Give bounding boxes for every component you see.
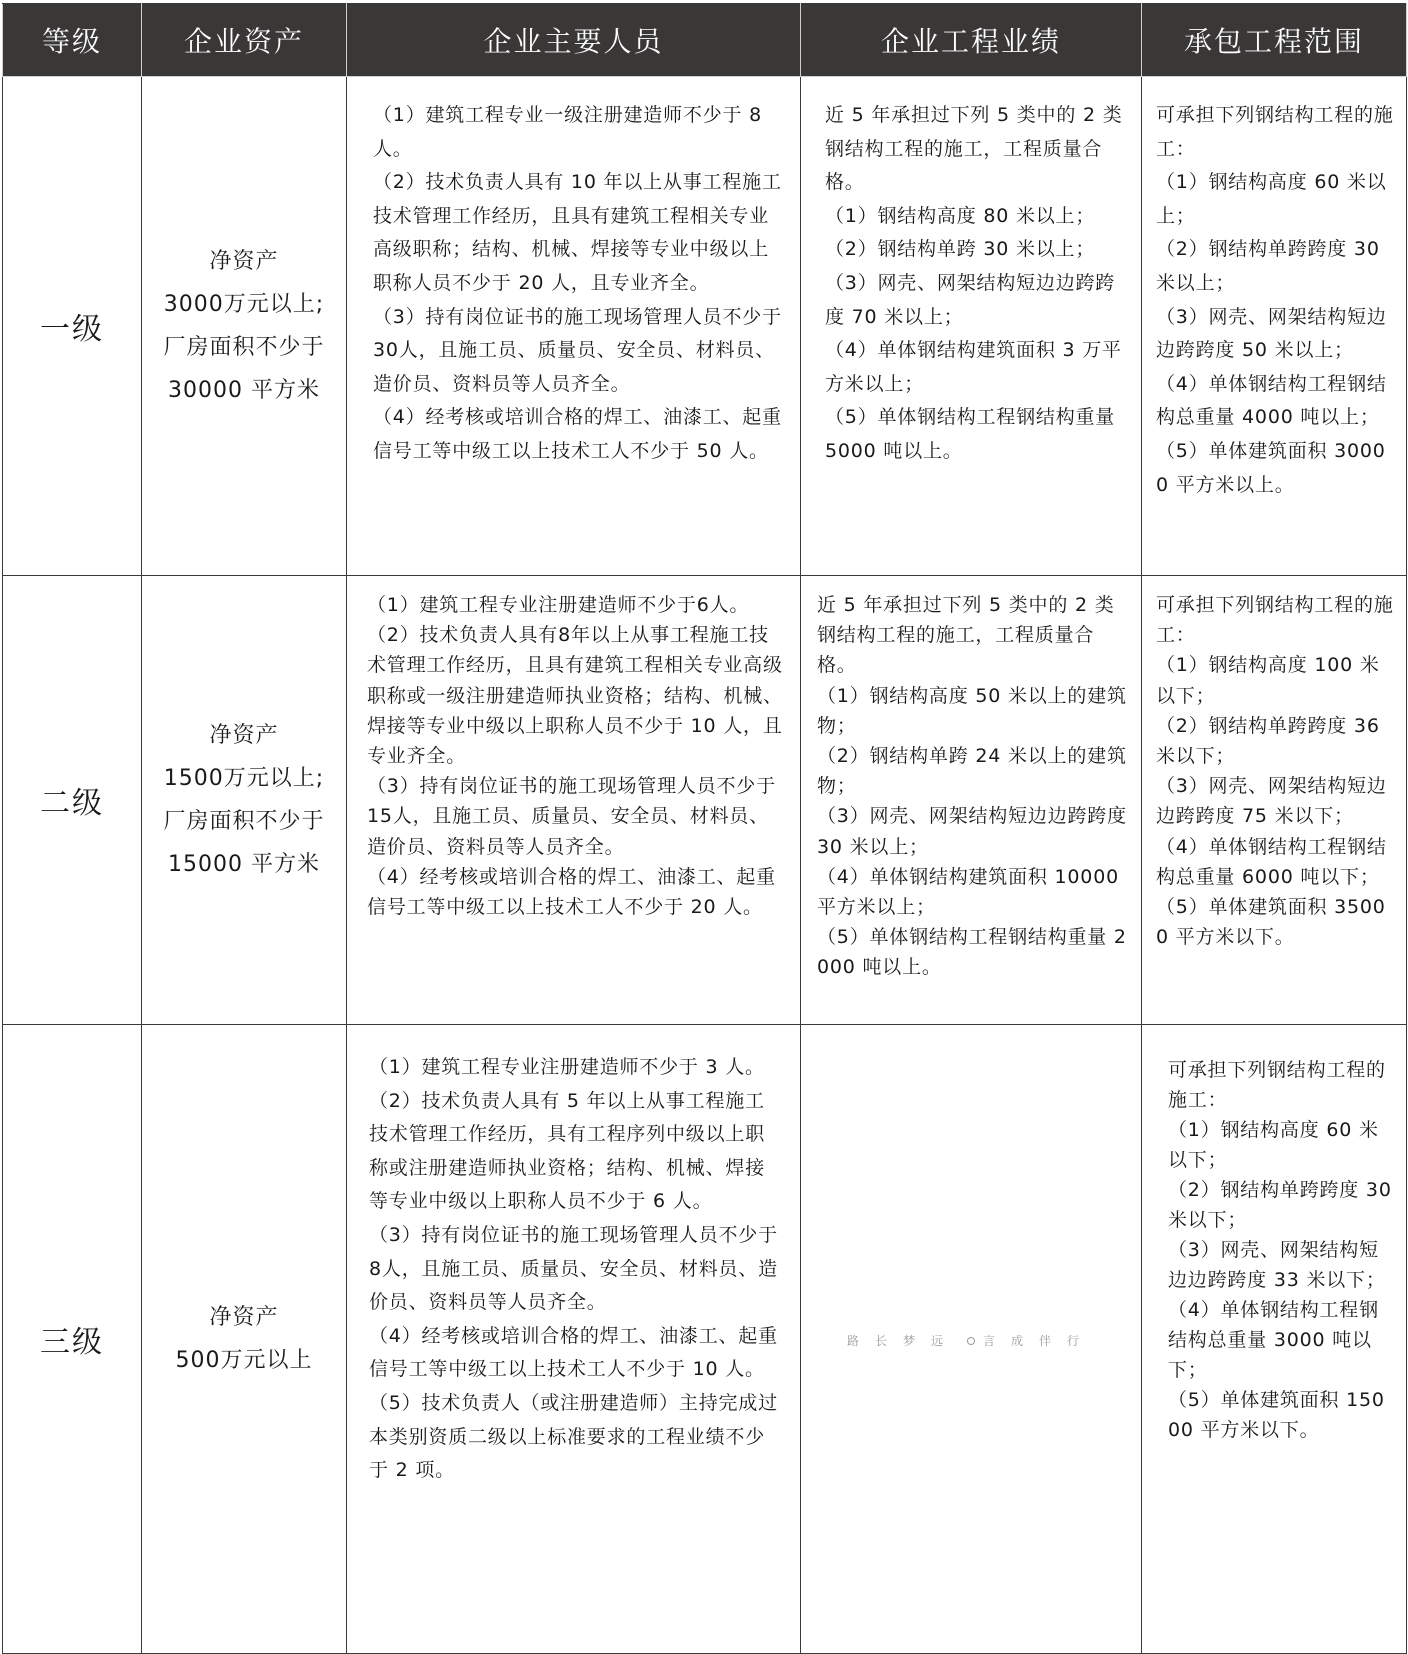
personnel-item: （1）建筑工程专业一级注册建造师不少于 8 人。 [373,104,763,160]
achievements-cell [801,77,1142,576]
scope-item: （2）钢结构单跨跨度 36 米以下； [1156,714,1380,768]
scope-item: （5）单体建筑面积 30000 平方米以上。 [1156,439,1386,496]
achievement-item: （2）钢结构单跨 24 米以上的建筑物； [817,745,1127,798]
table-row-level-2 [3,576,1407,1025]
qualification-table-page [2,3,1406,1598]
assets-cell [142,77,347,576]
scope-item: （1）钢结构高度 60 米以上； [1156,171,1387,227]
watermark [847,1334,1095,1348]
level-cell: 二级 [3,576,142,1025]
achievement-item: （4）单体钢结构建筑面积 10000 平方米以上； [817,865,1119,919]
personnel-item: （2）技术负责人具有 5 年以上从事工程施工技术管理工作经历，具有工程序列中级以上职称或注册建造师执业资格；结构、机械、焊接等专业中级以上职称人员不少于 6 人。 [369,1089,766,1213]
achievement-item: （4）单体钢结构建筑面积 3 万平方米以上； [825,339,1122,395]
scope-item: 可承担下列钢结构工程的施工： [1156,104,1394,160]
achievement-item: （5）单体钢结构工程钢结构重量 2000 吨以上。 [817,926,1127,979]
personnel-cell [347,576,801,1025]
header-scope: 承包工程范围 [1142,4,1407,77]
scope-item: （3）网壳、网架结构短边边跨跨度 33 米以下； [1168,1239,1386,1291]
header-row [3,4,1407,77]
achievement-item: （5）单体钢结构工程钢结构重量 5000 吨以上。 [825,406,1116,462]
level-cell: 三级 [3,1025,142,1654]
scope-item: （5）单体建筑面积 15000 平方米以下。 [1168,1389,1385,1441]
scope-item: （3）网壳、网架结构短边边跨跨度 50 米以上； [1156,305,1387,362]
scope-item: （1）钢结构高度 60 米以下； [1168,1119,1379,1171]
personnel-item: （3）持有岗位证书的施工现场管理人员不少于 30人，且施工员、质量员、安全员、材料员、造价员、资料员等人员齐全。 [373,305,782,395]
assets-line: 厂房面积不少于 [163,335,325,360]
header-personnel: 企业主要人员 [347,4,801,77]
table-row-level-1 [3,77,1407,576]
personnel-item: （3）持有岗位证书的施工现场管理人员不少于 8人，且施工员、质量员、安全员、材料员、造价员、资料员等人员齐全。 [369,1223,778,1314]
assets-cell [142,576,347,1025]
assets-line: 厂房面积不少于 [163,809,325,834]
achievement-item: （1）钢结构高度 80 米以上； [825,204,1096,227]
qualification-standards-table [2,3,1407,1654]
personnel-cell [347,77,801,576]
watermark-text: 言成伴行 [983,1333,1096,1348]
assets-line: 15000 平方米 [168,852,320,877]
scope-cell [1142,77,1407,576]
assets-line: 3000万元以上; [163,292,325,317]
scope-item: （5）单体建筑面积 35000 平方米以下。 [1156,896,1386,949]
assets-line: 1500万元以上; [163,766,325,791]
achievement-item: （3）网壳、网架结构短边边跨跨度 30 米以上； [817,805,1127,858]
personnel-item: （1）建筑工程专业注册建造师不少于 3 人。 [369,1056,765,1078]
header-achievements: 企业工程业绩 [801,4,1142,77]
scope-item: （2）钢结构单跨跨度 30 米以下； [1168,1179,1392,1231]
header-assets: 企业资产 [142,4,347,77]
personnel-item: （5）技术负责人（或注册建造师）主持完成过本类别资质二级以上标准要求的工程业绩不少于 2 项。 [369,1391,778,1482]
scope-item: （4）单体钢结构工程钢结构总重量 6000 吨以下； [1156,835,1387,888]
assets-cell [142,1025,347,1654]
scope-item: 可承担下列钢结构工程的施工： [1156,594,1394,647]
personnel-item: （2）技术负责人具有8年以上从事工程施工技术管理工作经历，且具有建筑工程相关专业高级职称或一级注册建造师执业资格；结构、机械、焊接等专业中级以上职称人员不少于 10 人，且专业齐全。 [367,624,783,768]
achievement-item: （1）钢结构高度 50 米以上的建筑物； [817,684,1127,737]
watermark-text: 路长梦远 [846,1333,959,1348]
assets-line: 30000 平方米 [168,378,320,403]
achievement-item: 近 5 年承担过下列 5 类中的 2 类钢结构工程的施工，工程质量合格。 [817,594,1115,677]
watermark-dot-icon [967,1337,975,1345]
assets-line: 净资产 [209,249,279,274]
scope-item: （4）单体钢结构工程钢结构总重量 3000 吨以下； [1168,1299,1379,1381]
achievement-item: 近 5 年承担过下列 5 类中的 2 类钢结构工程的施工，工程质量合格。 [825,104,1123,194]
level-cell: 一级 [3,77,142,576]
scope-item: 可承担下列钢结构工程的施工： [1168,1059,1386,1111]
assets-line: 500万元以上 [175,1348,313,1373]
scope-item: （1）钢结构高度 100 米以下； [1156,654,1380,707]
personnel-cell [347,1025,801,1654]
achievements-cell [801,576,1142,1025]
scope-item: （4）单体钢结构工程钢结构总重量 4000 吨以上； [1156,372,1387,429]
assets-line: 净资产 [209,1305,279,1330]
personnel-item: （2）技术负责人具有 10 年以上从事工程施工技术管理工作经历，且具有建筑工程相关专业高级职称；结构、机械、焊接等专业中级以上职称人员不少于 20 人，且专业齐全。 [373,171,782,294]
personnel-item: （1）建筑工程专业注册建造师不少于6人。 [367,594,750,616]
header-level: 等级 [3,4,142,77]
personnel-item: （4）经考核或培训合格的焊工、油漆工、起重信号工等中级工以上技术工人不少于 20 人。 [367,865,776,919]
table-row-level-3 [3,1025,1407,1654]
achievement-item: （3）网壳、网架结构短边边跨跨度 70 米以上； [825,271,1116,328]
scope-item: （2）钢结构单跨跨度 30 米以上； [1156,238,1380,294]
personnel-item: （4）经考核或培训合格的焊工、油漆工、起重信号工等中级工以上技术工人不少于 50 人。 [373,406,782,462]
assets-line: 净资产 [209,723,279,748]
scope-cell [1142,1025,1407,1654]
personnel-item: （4）经考核或培训合格的焊工、油漆工、起重信号工等中级工以上技术工人不少于 10 人。 [369,1324,778,1381]
scope-cell [1142,576,1407,1025]
scope-item: （3）网壳、网架结构短边边跨跨度 75 米以下； [1156,775,1387,828]
personnel-item: （3）持有岗位证书的施工现场管理人员不少于 15人，且施工员、质量员、安全员、材料员、造价员、资料员等人员齐全。 [367,775,776,858]
achievements-cell [801,1025,1142,1654]
achievement-item: （2）钢结构单跨 30 米以上； [825,238,1096,261]
